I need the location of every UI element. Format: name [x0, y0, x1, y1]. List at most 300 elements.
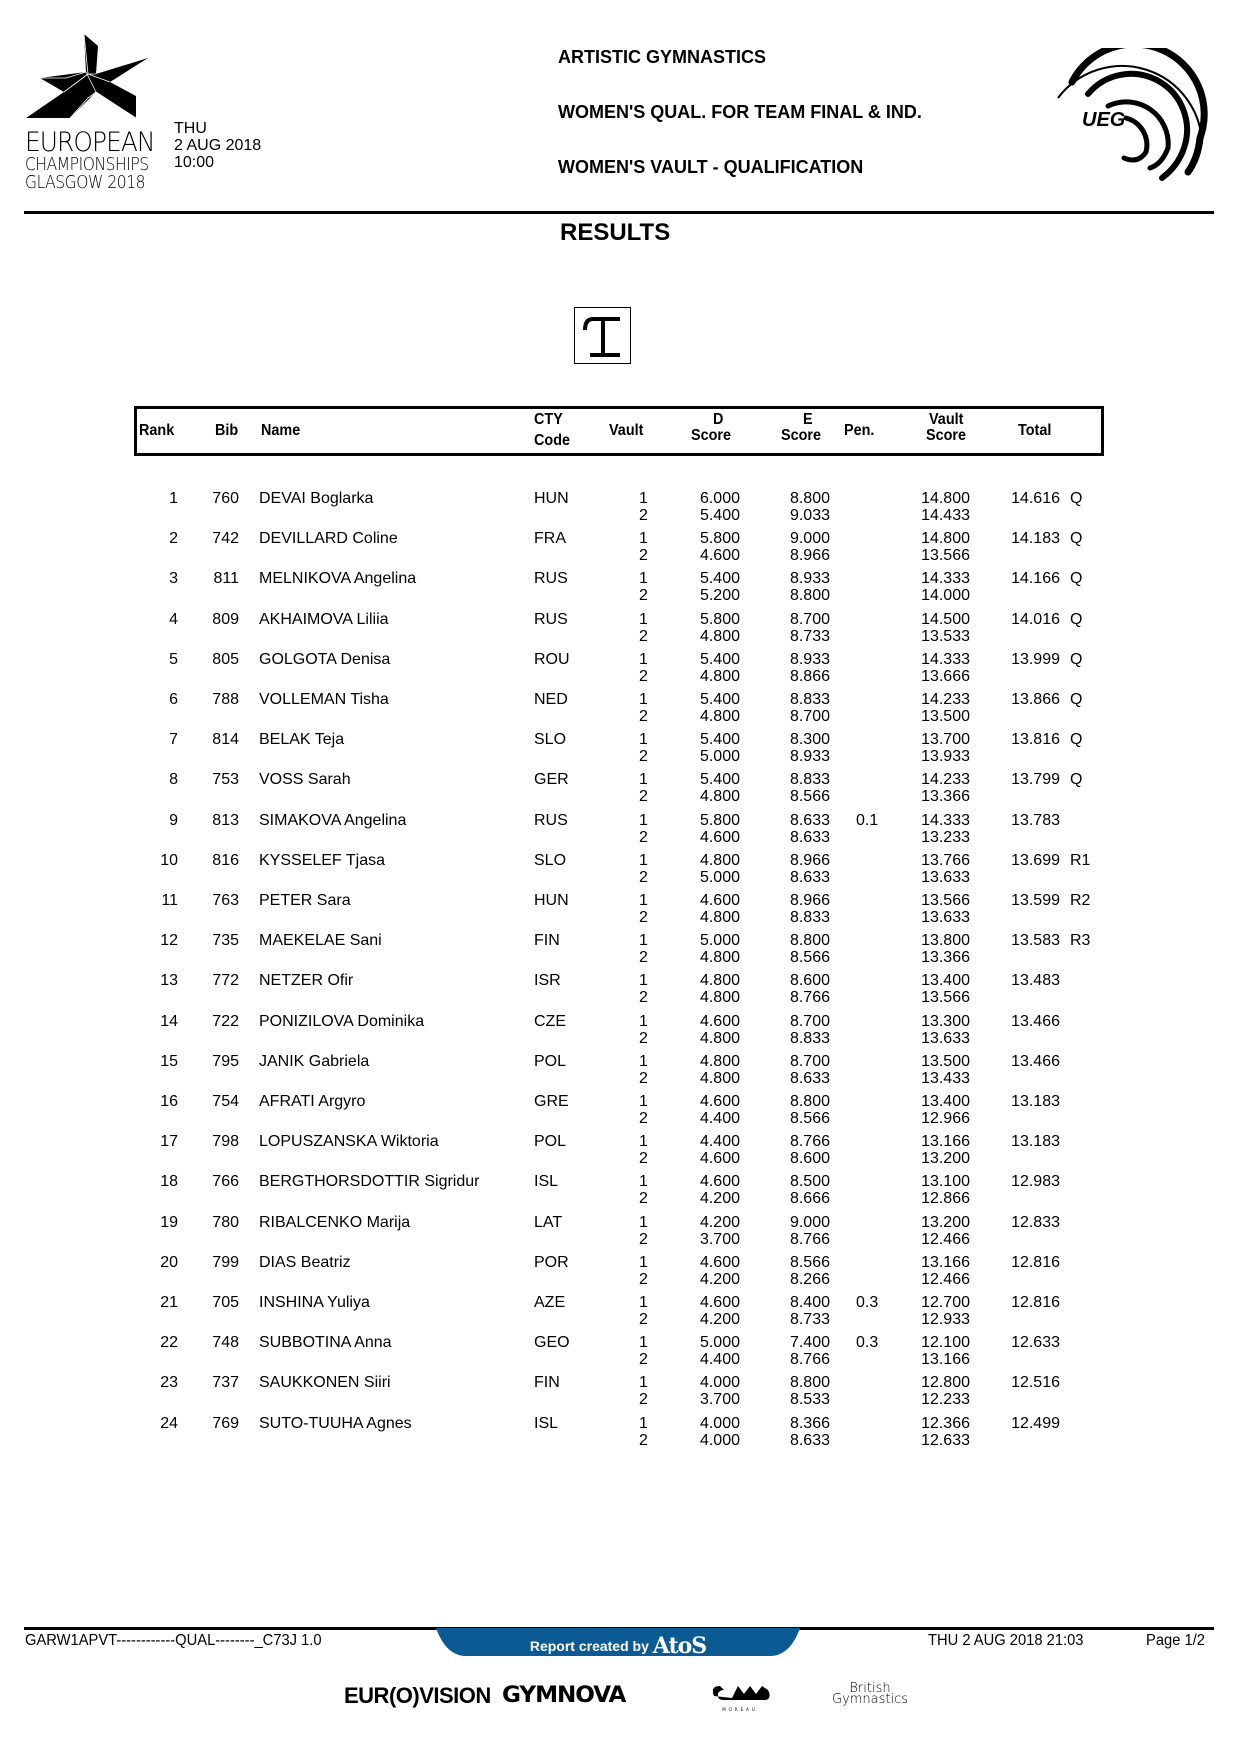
col-header-d-2: Score	[691, 427, 732, 444]
athlete-name: DEVAI Boglarka	[259, 490, 374, 507]
athlete-name: AKHAIMOVA Liliia	[259, 610, 389, 628]
qualification-status: Q	[1070, 731, 1083, 749]
vault-score-2: 13.500	[921, 708, 970, 725]
d-score-2: 5.400	[699, 507, 740, 524]
sponsor-british-line2: Gymnastics	[832, 1692, 909, 1707]
vault-score-1: 13.800	[921, 932, 970, 950]
logo-text-championships: CHAMPIONSHIPS	[25, 154, 149, 175]
vault-number-1: 1	[639, 932, 648, 950]
rank-cell: 15	[160, 1052, 178, 1070]
total-score: 13.999	[1011, 650, 1060, 668]
rank-cell: 22	[160, 1334, 178, 1352]
d-score-2: 4.800	[699, 1029, 740, 1047]
penalty: 0.1	[856, 811, 879, 829]
d-score-2: 4.800	[699, 667, 740, 685]
vault-number-2: 2	[639, 1029, 648, 1047]
qualification-status: R3	[1070, 932, 1091, 950]
d-score-1: 4.600	[699, 1012, 740, 1030]
d-score-2: 4.800	[699, 1069, 740, 1087]
rank-cell: 3	[169, 570, 178, 588]
col-header-e-1: E	[803, 411, 813, 428]
e-score-1: 8.933	[789, 570, 830, 588]
total-score: 12.516	[1011, 1374, 1060, 1392]
d-score-1: 4.600	[699, 1173, 740, 1191]
competition-title: WOMEN'S QUAL. FOR TEAM FINAL & IND.	[558, 102, 922, 122]
col-header-cty-1: CTY	[534, 411, 563, 428]
d-score-2: 3.700	[699, 1230, 740, 1248]
vault-number-1: 1	[639, 851, 648, 869]
rank-cell: 18	[160, 1173, 178, 1191]
vault-score-1: 14.500	[921, 610, 970, 628]
vault-score-1: 13.400	[921, 972, 970, 990]
e-score-1: 7.400	[789, 1334, 830, 1352]
vault-number-2: 2	[639, 1270, 648, 1288]
vault-number-2: 2	[639, 788, 648, 806]
page-number: Page 1/2	[1146, 1632, 1205, 1649]
vault-score-1: 13.100	[921, 1173, 970, 1191]
d-score-2: 5.200	[699, 587, 740, 605]
athlete-name: SUTO-TUUHA Agnes	[259, 1414, 412, 1432]
country-code: POL	[534, 1133, 567, 1151]
total-score: 14.616	[1011, 490, 1060, 507]
vault-score-2: 12.966	[921, 1110, 970, 1127]
ueg-logo-text: UEG	[1082, 109, 1126, 131]
country-code: FIN	[534, 1374, 560, 1392]
vault-score-2: 12.633	[921, 1431, 970, 1449]
vault-score-1: 14.800	[921, 530, 970, 548]
e-score-2: 8.633	[789, 1069, 830, 1087]
event-date: 2 AUG 2018	[174, 137, 262, 154]
bib-cell: 760	[212, 490, 239, 507]
total-score: 14.016	[1011, 610, 1060, 628]
table-row	[0, 651, 1240, 696]
vault-number-1: 1	[639, 1253, 648, 1271]
total-score: 12.499	[1011, 1414, 1060, 1432]
vault-number-2: 2	[639, 748, 648, 766]
col-header-name: Name	[261, 422, 301, 439]
table-row	[0, 892, 1240, 937]
vault-number-2: 2	[639, 1230, 648, 1248]
e-score-1: 8.700	[789, 1012, 830, 1030]
rank-cell: 19	[160, 1213, 178, 1231]
vault-number-2: 2	[639, 507, 648, 524]
table-row	[0, 972, 1240, 1017]
vault-score-1: 13.166	[921, 1253, 970, 1271]
table-row	[0, 1254, 1240, 1299]
vault-score-1: 14.233	[921, 691, 970, 708]
d-score-1: 4.600	[699, 1294, 740, 1311]
report-created-by-text: Report created by	[529, 1638, 649, 1654]
country-code: POL	[534, 1052, 567, 1070]
vault-score-1: 12.800	[921, 1374, 970, 1392]
d-score-2: 4.800	[699, 627, 740, 645]
col-header-vault: Vault	[609, 422, 644, 439]
vault-score-1: 13.566	[921, 892, 970, 909]
vault-score-2: 13.633	[921, 1029, 970, 1047]
athlete-name: NETZER Ofir	[259, 972, 354, 990]
e-score-2: 8.733	[789, 627, 830, 645]
e-score-1: 9.000	[789, 1213, 830, 1231]
qualification-status: Q	[1070, 530, 1083, 548]
vault-score-2: 12.933	[921, 1311, 970, 1328]
bib-cell: 735	[212, 932, 239, 950]
vault-number-1: 1	[639, 1334, 648, 1352]
bib-cell: 798	[212, 1133, 239, 1151]
bib-cell: 811	[213, 570, 239, 588]
vault-score-1: 13.400	[921, 1093, 970, 1110]
vault-score-1: 13.300	[921, 1012, 970, 1030]
country-code: POR	[534, 1253, 569, 1271]
bib-cell: 780	[212, 1213, 239, 1231]
qualification-status: Q	[1070, 771, 1083, 789]
ueg-logo	[1052, 48, 1212, 184]
d-score-2: 4.200	[699, 1190, 740, 1208]
e-score-1: 8.366	[789, 1414, 830, 1432]
table-row	[0, 611, 1240, 656]
e-score-2: 8.566	[789, 1110, 830, 1127]
table-row	[0, 771, 1240, 816]
vault-score-2: 14.433	[921, 507, 970, 524]
d-score-2: 4.800	[699, 788, 740, 806]
col-header-vault-score-2: Score	[926, 427, 967, 444]
e-score-1: 8.800	[789, 1374, 830, 1392]
vault-number-2: 2	[639, 1190, 648, 1208]
sponsor-gymnova-logo: GYMNOVA	[502, 1683, 626, 1708]
table-row	[0, 1374, 1240, 1419]
e-score-2: 8.533	[789, 1391, 830, 1409]
bib-cell: 816	[212, 851, 239, 869]
total-score: 13.699	[1011, 851, 1060, 869]
e-score-2: 8.266	[789, 1270, 830, 1288]
d-score-2: 5.000	[699, 748, 740, 766]
total-score: 14.183	[1011, 530, 1060, 548]
total-score: 13.183	[1011, 1093, 1060, 1110]
vault-score-1: 14.333	[921, 570, 970, 588]
bib-cell: 788	[212, 691, 239, 708]
bib-cell: 772	[212, 972, 239, 990]
d-score-1: 5.800	[699, 530, 740, 548]
athlete-name: SAUKKONEN Siiri	[259, 1374, 391, 1392]
vault-score-2: 13.366	[921, 949, 970, 967]
vault-score-2: 13.633	[921, 909, 970, 926]
country-code: FIN	[534, 932, 560, 950]
table-row	[0, 1294, 1240, 1339]
rank-cell: 11	[161, 892, 178, 909]
total-score: 13.183	[1011, 1133, 1060, 1151]
d-score-2: 4.600	[699, 828, 740, 846]
d-score-2: 4.000	[699, 1431, 740, 1449]
athlete-name: BERGTHORSDOTTIR Sigridur	[259, 1173, 480, 1191]
athlete-name: SIMAKOVA Angelina	[259, 811, 407, 829]
d-score-2: 4.800	[699, 909, 740, 926]
d-score-1: 4.000	[699, 1374, 740, 1392]
rank-cell: 20	[160, 1253, 178, 1271]
sponsor-eurovision-logo: EUR(O)VISION	[344, 1683, 491, 1708]
d-score-1: 5.800	[699, 811, 740, 829]
country-code: ISL	[534, 1414, 559, 1432]
vault-number-1: 1	[639, 490, 648, 507]
athlete-name: INSHINA Yuliya	[259, 1294, 370, 1311]
country-code: RUS	[534, 811, 568, 829]
d-score-1: 4.000	[699, 1414, 740, 1432]
total-score: 13.816	[1011, 731, 1060, 749]
total-score: 12.633	[1011, 1334, 1060, 1352]
rank-cell: 17	[160, 1133, 178, 1151]
d-score-1: 4.400	[699, 1133, 740, 1151]
col-header-vault-score-1: Vault	[929, 411, 964, 428]
country-code: HUN	[534, 892, 569, 909]
vault-score-1: 14.333	[921, 650, 970, 668]
vault-number-2: 2	[639, 708, 648, 725]
vault-number-2: 2	[639, 989, 648, 1007]
report-code: GARW1APVT------------QUAL--------_C73J 1.0	[25, 1632, 322, 1649]
e-score-1: 8.800	[789, 1093, 830, 1110]
vault-score-2: 13.633	[921, 868, 970, 886]
vault-number-2: 2	[639, 828, 648, 846]
table-row	[0, 1334, 1240, 1379]
table-row	[0, 852, 1240, 897]
vault-score-2: 12.233	[921, 1391, 970, 1409]
sponsor-moreau-logo	[706, 1680, 774, 1712]
vault-score-2: 12.466	[921, 1270, 970, 1288]
d-score-1: 5.000	[699, 1334, 740, 1352]
bib-cell: 814	[212, 731, 239, 749]
vault-number-1: 1	[639, 1133, 648, 1151]
rank-cell: 24	[160, 1414, 178, 1432]
rank-cell: 8	[169, 771, 178, 789]
country-code: GEO	[534, 1334, 570, 1352]
e-score-2: 8.633	[789, 1431, 830, 1449]
sponsor-british-gymnastics-logo	[832, 1683, 908, 1705]
rank-cell: 21	[160, 1294, 178, 1311]
e-score-1: 8.400	[789, 1294, 830, 1311]
e-score-1: 8.600	[789, 972, 830, 990]
e-score-2: 8.600	[789, 1150, 830, 1168]
table-row	[0, 1133, 1240, 1178]
vault-score-1: 13.766	[921, 851, 970, 869]
vault-number-1: 1	[639, 771, 648, 789]
logo-text-european: EUROPEAN	[25, 127, 155, 158]
vault-score-2: 13.166	[921, 1351, 970, 1369]
athlete-name: GOLGOTA Denisa	[259, 650, 391, 668]
vault-number-1: 1	[639, 1374, 648, 1392]
e-score-2: 9.033	[789, 507, 830, 524]
bib-cell: 763	[212, 892, 239, 909]
e-score-2: 8.633	[789, 828, 830, 846]
vault-number-2: 2	[639, 1351, 648, 1369]
e-score-1: 8.700	[789, 610, 830, 628]
sponsor-moreau-text: MOREAU	[722, 1707, 758, 1712]
vault-number-1: 1	[639, 570, 648, 588]
country-code: SLO	[534, 731, 567, 749]
vault-number-2: 2	[639, 587, 648, 605]
e-score-2: 8.766	[789, 989, 830, 1007]
vault-score-2: 12.466	[921, 1230, 970, 1248]
d-score-2: 3.700	[699, 1391, 740, 1409]
vault-icon	[574, 307, 631, 364]
vault-number-2: 2	[639, 868, 648, 886]
d-score-2: 4.600	[699, 547, 740, 565]
e-score-2: 8.833	[789, 1029, 830, 1047]
bib-cell: 748	[212, 1334, 239, 1352]
rank-cell: 14	[160, 1012, 178, 1030]
e-score-2: 8.666	[789, 1190, 830, 1208]
col-header-cty-2: Code	[534, 432, 570, 449]
table-row	[0, 731, 1240, 776]
vault-number-2: 2	[639, 1311, 648, 1328]
d-score-2: 4.600	[699, 1150, 740, 1168]
vault-score-1: 14.233	[921, 771, 970, 789]
qualification-status: Q	[1070, 490, 1083, 507]
e-score-1: 8.766	[789, 1133, 830, 1151]
country-code: AZE	[534, 1294, 566, 1311]
rank-cell: 13	[160, 972, 178, 990]
e-score-2: 8.566	[789, 788, 830, 806]
d-score-1: 5.000	[699, 932, 740, 950]
vault-number-1: 1	[639, 1012, 648, 1030]
vault-number-2: 2	[639, 547, 648, 565]
e-score-2: 8.700	[789, 708, 830, 725]
bib-cell: 799	[212, 1253, 239, 1271]
total-score: 13.483	[1011, 972, 1060, 990]
d-score-2: 4.200	[699, 1270, 740, 1288]
vault-number-1: 1	[639, 1052, 648, 1070]
athlete-name: VOSS Sarah	[259, 771, 351, 789]
e-score-1: 8.500	[789, 1173, 830, 1191]
vault-score-2: 12.866	[921, 1190, 970, 1208]
vault-score-1: 12.100	[921, 1334, 970, 1352]
e-score-1: 8.933	[789, 650, 830, 668]
e-score-2: 8.933	[789, 748, 830, 766]
vault-number-2: 2	[639, 909, 648, 926]
e-score-2: 8.766	[789, 1351, 830, 1369]
header-divider	[24, 211, 1214, 214]
country-code: RUS	[534, 610, 568, 628]
total-score: 13.466	[1011, 1012, 1060, 1030]
d-score-2: 4.800	[699, 708, 740, 725]
total-score: 13.466	[1011, 1052, 1060, 1070]
athlete-name: AFRATI Argyro	[259, 1093, 366, 1110]
e-score-2: 8.633	[789, 868, 830, 886]
table-row	[0, 1053, 1240, 1098]
vault-score-1: 13.500	[921, 1052, 970, 1070]
table-row	[0, 932, 1240, 977]
country-code: ISL	[534, 1173, 559, 1191]
col-header-d-1: D	[713, 411, 724, 428]
d-score-1: 5.400	[699, 731, 740, 749]
e-score-2: 8.766	[789, 1230, 830, 1248]
event-title: WOMEN'S VAULT - QUALIFICATION	[558, 157, 864, 177]
total-score: 12.816	[1011, 1253, 1060, 1271]
vault-number-1: 1	[639, 731, 648, 749]
table-row	[0, 1013, 1240, 1058]
e-score-1: 8.800	[789, 490, 830, 507]
total-score: 13.599	[1011, 892, 1060, 909]
vault-score-1: 14.333	[921, 811, 970, 829]
qualification-status: R2	[1070, 892, 1091, 909]
d-score-1: 5.400	[699, 570, 740, 588]
athlete-name: DIAS Beatriz	[259, 1253, 351, 1271]
vault-score-2: 13.933	[921, 748, 970, 766]
qualification-status: Q	[1070, 610, 1083, 628]
d-score-1: 4.600	[699, 892, 740, 909]
country-code: CZE	[534, 1012, 566, 1030]
table-row	[0, 1214, 1240, 1259]
vault-score-1: 13.700	[921, 731, 970, 749]
vault-number-1: 1	[639, 1173, 648, 1191]
table-row	[0, 530, 1240, 575]
event-time: 10:00	[174, 154, 215, 171]
vault-number-2: 2	[639, 949, 648, 967]
rank-cell: 16	[160, 1093, 178, 1110]
athlete-name: MAEKELAE Sani	[259, 932, 382, 950]
total-score: 13.583	[1011, 932, 1060, 950]
total-score: 14.166	[1011, 570, 1060, 588]
country-code: LAT	[534, 1213, 563, 1231]
athlete-name: RIBALCENKO Marija	[259, 1213, 411, 1231]
bib-cell: 813	[212, 811, 239, 829]
qualification-status: Q	[1070, 650, 1083, 668]
bib-cell: 809	[212, 610, 239, 628]
athlete-name: SUBBOTINA Anna	[259, 1334, 392, 1352]
vault-score-2: 13.566	[921, 547, 970, 565]
vault-score-2: 14.000	[921, 587, 970, 605]
bib-cell: 722	[212, 1012, 239, 1030]
vault-number-1: 1	[639, 1414, 648, 1432]
table-row	[0, 1093, 1240, 1138]
rank-cell: 9	[169, 811, 178, 829]
d-score-2: 4.200	[699, 1311, 740, 1328]
penalty: 0.3	[856, 1294, 879, 1311]
d-score-1: 6.000	[699, 490, 740, 507]
athlete-name: VOLLEMAN Tisha	[259, 691, 389, 708]
bib-cell: 705	[212, 1294, 239, 1311]
d-score-1: 5.400	[699, 771, 740, 789]
event-day: THU	[174, 120, 207, 137]
vault-number-1: 1	[639, 1213, 648, 1231]
athlete-name: BELAK Teja	[259, 731, 345, 749]
discipline-title: ARTISTIC GYMNASTICS	[558, 47, 767, 67]
vault-number-1: 1	[639, 691, 648, 708]
penalty: 0.3	[856, 1334, 879, 1352]
e-score-1: 8.633	[789, 811, 830, 829]
rank-cell: 23	[160, 1374, 178, 1392]
sponsor-british-line1: British	[849, 1681, 891, 1696]
rank-cell: 4	[169, 610, 178, 628]
athlete-name: MELNIKOVA Angelina	[259, 570, 417, 588]
country-code: RUS	[534, 570, 568, 588]
bib-cell: 805	[212, 650, 239, 668]
e-score-2: 8.833	[789, 909, 830, 926]
rank-cell: 10	[160, 851, 178, 869]
report-timestamp: THU 2 AUG 2018 21:03	[928, 1632, 1084, 1649]
vault-number-2: 2	[639, 667, 648, 685]
athlete-name: PONIZILOVA Dominika	[259, 1012, 425, 1030]
d-score-1: 4.200	[699, 1213, 740, 1231]
vault-score-2: 13.566	[921, 989, 970, 1007]
vault-score-2: 13.666	[921, 667, 970, 685]
country-code: FRA	[534, 530, 566, 548]
e-score-1: 8.800	[789, 932, 830, 950]
athlete-name: LOPUSZANSKA Wiktoria	[259, 1133, 439, 1151]
total-score: 13.799	[1011, 771, 1060, 789]
vault-number-2: 2	[639, 1431, 648, 1449]
total-score: 12.833	[1011, 1213, 1060, 1231]
atos-logo: AtoS	[652, 1633, 707, 1659]
qualification-status: Q	[1070, 691, 1083, 708]
vault-number-1: 1	[639, 892, 648, 909]
col-header-bib: Bib	[215, 422, 239, 439]
